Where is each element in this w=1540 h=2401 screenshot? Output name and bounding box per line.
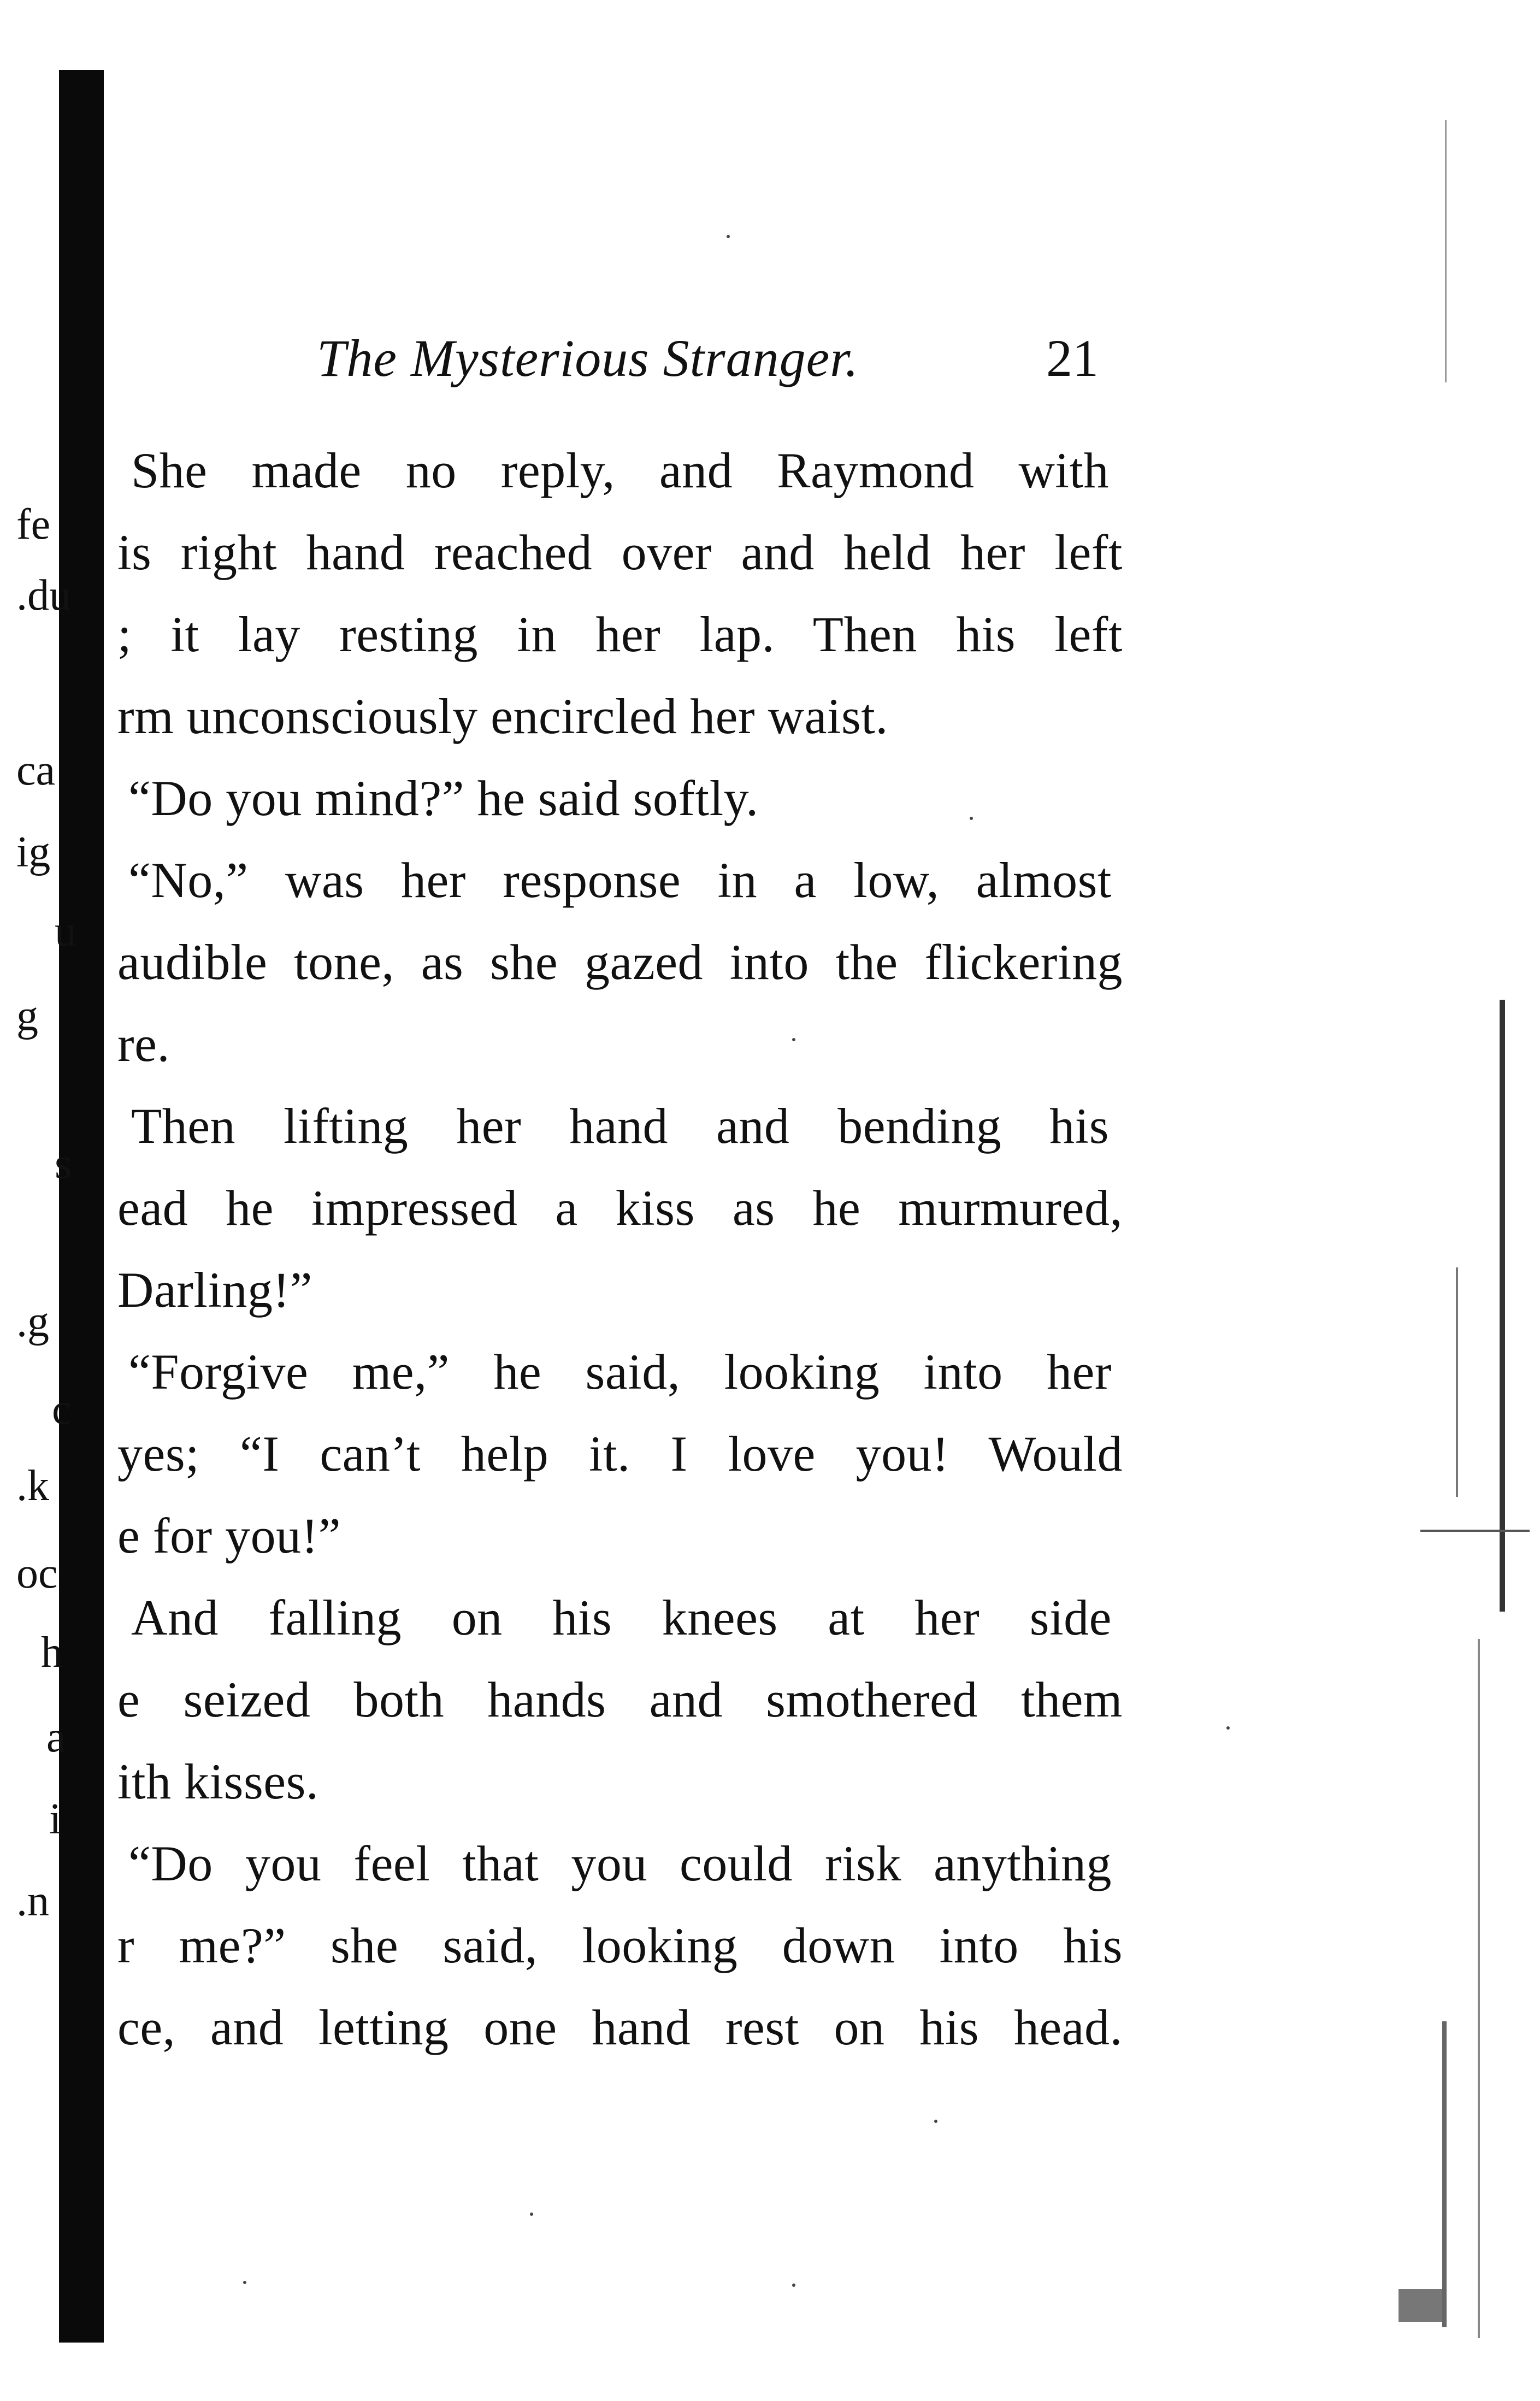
text-line: “Do you mind?” he said softly. <box>128 770 759 826</box>
text-line: She made no reply, and Raymond with <box>131 443 1109 498</box>
facing-page-fragment: c <box>52 1385 72 1433</box>
facing-page-fragment: g <box>16 992 38 1040</box>
scan-edge-line <box>1478 1639 1480 2338</box>
facing-page-fragment: .n <box>16 1877 49 1925</box>
scan-speck <box>1226 1726 1230 1730</box>
facing-page-fragment: ig <box>16 828 51 876</box>
text-line: ith kisses. <box>117 1754 319 1809</box>
facing-page-fragment: s <box>55 1140 72 1188</box>
scan-speck <box>530 2213 533 2216</box>
text-line: ce, and letting one hand rest on his head. <box>117 1999 1123 2055</box>
text-line: “Forgive me,” he said, looking into her <box>128 1344 1112 1400</box>
facing-page-fragment: fe <box>16 500 51 548</box>
running-title: The Mysterious Stranger. <box>317 329 859 387</box>
facing-page-fragment: i <box>49 1795 62 1843</box>
text-line: ; it lay resting in her lap. Then his left <box>117 606 1123 662</box>
text-line: e for you!” <box>117 1508 341 1564</box>
scan-speck <box>792 1038 795 1041</box>
text-line: Darling!” <box>117 1262 313 1318</box>
facing-page-fragment: oc <box>16 1549 58 1597</box>
gutter-shadow-bar <box>59 70 104 2343</box>
text-line: “No,” was her response in a low, almost <box>128 852 1112 908</box>
scan-edge-smudge <box>1399 2289 1442 2322</box>
scan-speck <box>727 235 730 238</box>
text-line: And falling on his knees at her side <box>131 1590 1112 1645</box>
scan-speck <box>970 817 973 820</box>
facing-page-fragment: h <box>41 1629 63 1677</box>
scan-edge-line <box>1500 1000 1505 1612</box>
facing-page-fragment: .k <box>16 1462 49 1510</box>
scan-edge-line <box>1420 1530 1530 1532</box>
facing-page-fragment: .g <box>16 1298 49 1346</box>
scan-edge-line <box>1445 120 1447 382</box>
scan-speck <box>243 2281 246 2284</box>
text-line: Then lifting her hand and bending his <box>131 1098 1109 1154</box>
page-number: 21 <box>1046 329 1099 387</box>
text-line: e seized both hands and smothered them <box>117 1672 1123 1727</box>
text-line: “Do you feel that you could risk anything <box>128 1836 1112 1891</box>
text-line: is right hand reached over and held her left <box>117 524 1123 580</box>
text-line: rm unconsciously encircled her waist. <box>117 688 888 744</box>
facing-page-fragment: a <box>46 1713 66 1761</box>
scan-speck <box>792 2284 795 2287</box>
scan-edge-line <box>1456 1267 1458 1497</box>
text-line: re. <box>117 1016 170 1072</box>
facing-page-fragment: .du <box>16 571 71 620</box>
facing-page-fragment: u <box>55 907 76 955</box>
text-line: r me?” she said, looking down into his <box>117 1918 1123 1973</box>
text-line: yes; “I can’t help it. I love you! Would <box>117 1426 1123 1482</box>
text-line: audible tone, as she gazed into the flickering <box>117 934 1123 990</box>
scan-edge-line <box>1442 2021 1447 2327</box>
facing-page-fragment: ca <box>16 746 56 794</box>
scan-speck <box>934 2120 937 2123</box>
text-line: ead he impressed a kiss as he murmured, <box>117 1180 1123 1236</box>
